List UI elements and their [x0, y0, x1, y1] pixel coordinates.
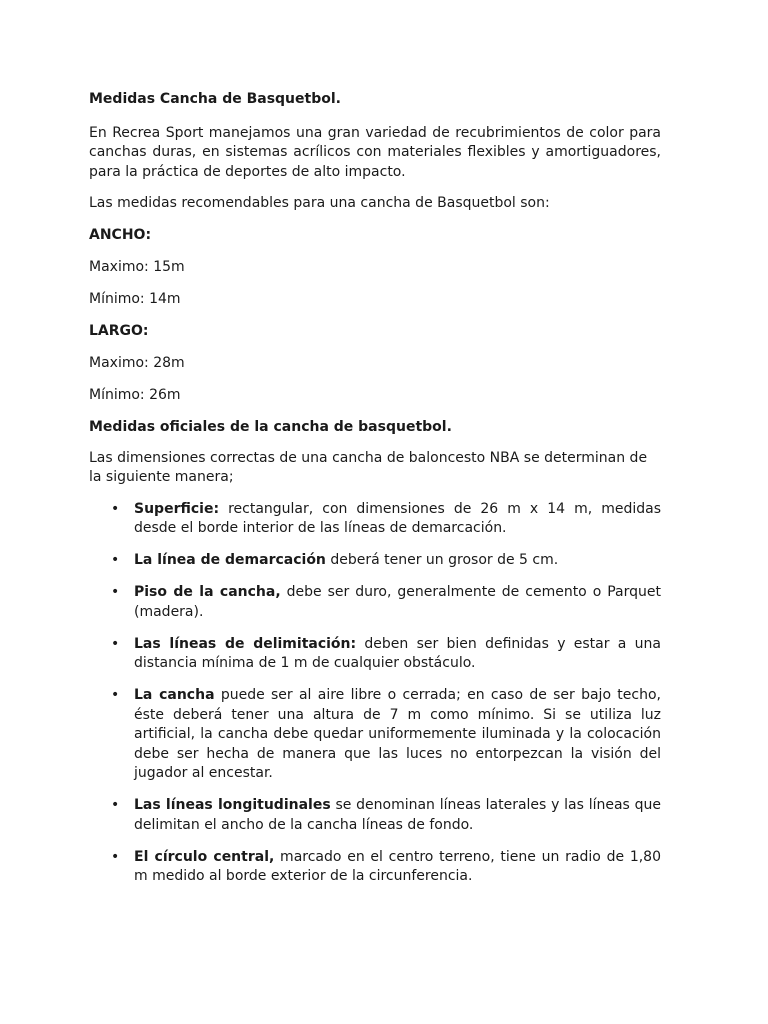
- list-item: [89, 500, 661, 539]
- nba-intro-paragraph: Las dimensiones correctas de una cancha de baloncesto NBA se determinan de la siguiente manera;: [89, 449, 648, 485]
- list-item-title: La cancha: [134, 687, 215, 703]
- bullet-icon: •: [111, 584, 120, 600]
- recommended-text: Las medidas recomendables para una cancha de Basquetbol son:: [89, 195, 550, 211]
- list-item-title: Piso de la cancha,: [134, 584, 281, 600]
- bullet-icon: •: [111, 848, 120, 865]
- list-item-text: debe ser duro, generalmente de cemento o Parquet (madera).: [134, 584, 661, 620]
- list-item: [89, 848, 661, 887]
- list-item-title: Superficie:: [134, 500, 220, 517]
- list-item-text: se denominan líneas laterales y las líneas que delimitan el ancho de la cancha líneas de fondo.: [134, 797, 661, 833]
- list-item: [89, 635, 661, 674]
- list-item-text: marcado en el centro terreno, tiene un radio de 1,80 m medido al borde exterior de la circunferencia.: [134, 848, 661, 884]
- bullet-icon: •: [111, 500, 120, 517]
- list-item-title: Las líneas longitudinales: [134, 797, 331, 813]
- bullet-icon: •: [111, 552, 120, 568]
- list-item-title: Las líneas de delimitación:: [134, 635, 357, 652]
- list-item: [89, 686, 661, 784]
- ancho-max: Maximo: 15m: [89, 259, 185, 275]
- largo-max: Maximo: 28m: [89, 355, 185, 371]
- ancho-label: ANCHO:: [89, 227, 152, 243]
- official-section-title: Medidas oficiales de la cancha de basquetbol.: [89, 419, 452, 435]
- list-item-text: rectangular, con dimensiones de 26 m x 14 m, medidas desde el borde interior de las líneas de demarcación.: [134, 500, 661, 536]
- document-page: [89, 90, 661, 899]
- bullet-icon: •: [111, 635, 120, 652]
- list-item-title: La línea de demarcación: [134, 552, 326, 568]
- largo-label: LARGO:: [89, 323, 149, 339]
- document-title: Medidas Cancha de Basquetbol.: [89, 91, 341, 107]
- list-item: [89, 796, 661, 835]
- ancho-min: Mínimo: 14m: [89, 291, 181, 307]
- list-item-text: deben ser bien definidas y estar a una distancia mínima de 1 m de cualquier obstáculo.: [134, 635, 661, 671]
- list-item-text: deberá tener un grosor de 5 cm.: [325, 552, 559, 568]
- measurements-list: [89, 500, 661, 887]
- bullet-icon: •: [111, 797, 120, 813]
- list-item: [89, 583, 661, 622]
- list-item-text: puede ser al aire libre o cerrada; en caso de ser bajo techo, éste deberá tener una altura de 7 m como mínimo. Si se utiliza luz artificial, la cancha debe quedar uniformemente iluminada y la colocación debe ser hecha de manera que las luces no entorpezcan la visión del jugador al encestar.: [134, 687, 662, 781]
- intro-paragraph: En Recrea Sport manejamos una gran variedad de recubrimientos de color para canchas duras, en sistemas acrílicos con materiales flexibles y amortiguadores, para la práctica de deportes de alto impacto.: [89, 124, 661, 180]
- bullet-icon: •: [111, 687, 120, 703]
- list-item: [89, 551, 661, 571]
- largo-min: Mínimo: 26m: [89, 387, 181, 403]
- list-item-title: El círculo central,: [134, 848, 275, 865]
